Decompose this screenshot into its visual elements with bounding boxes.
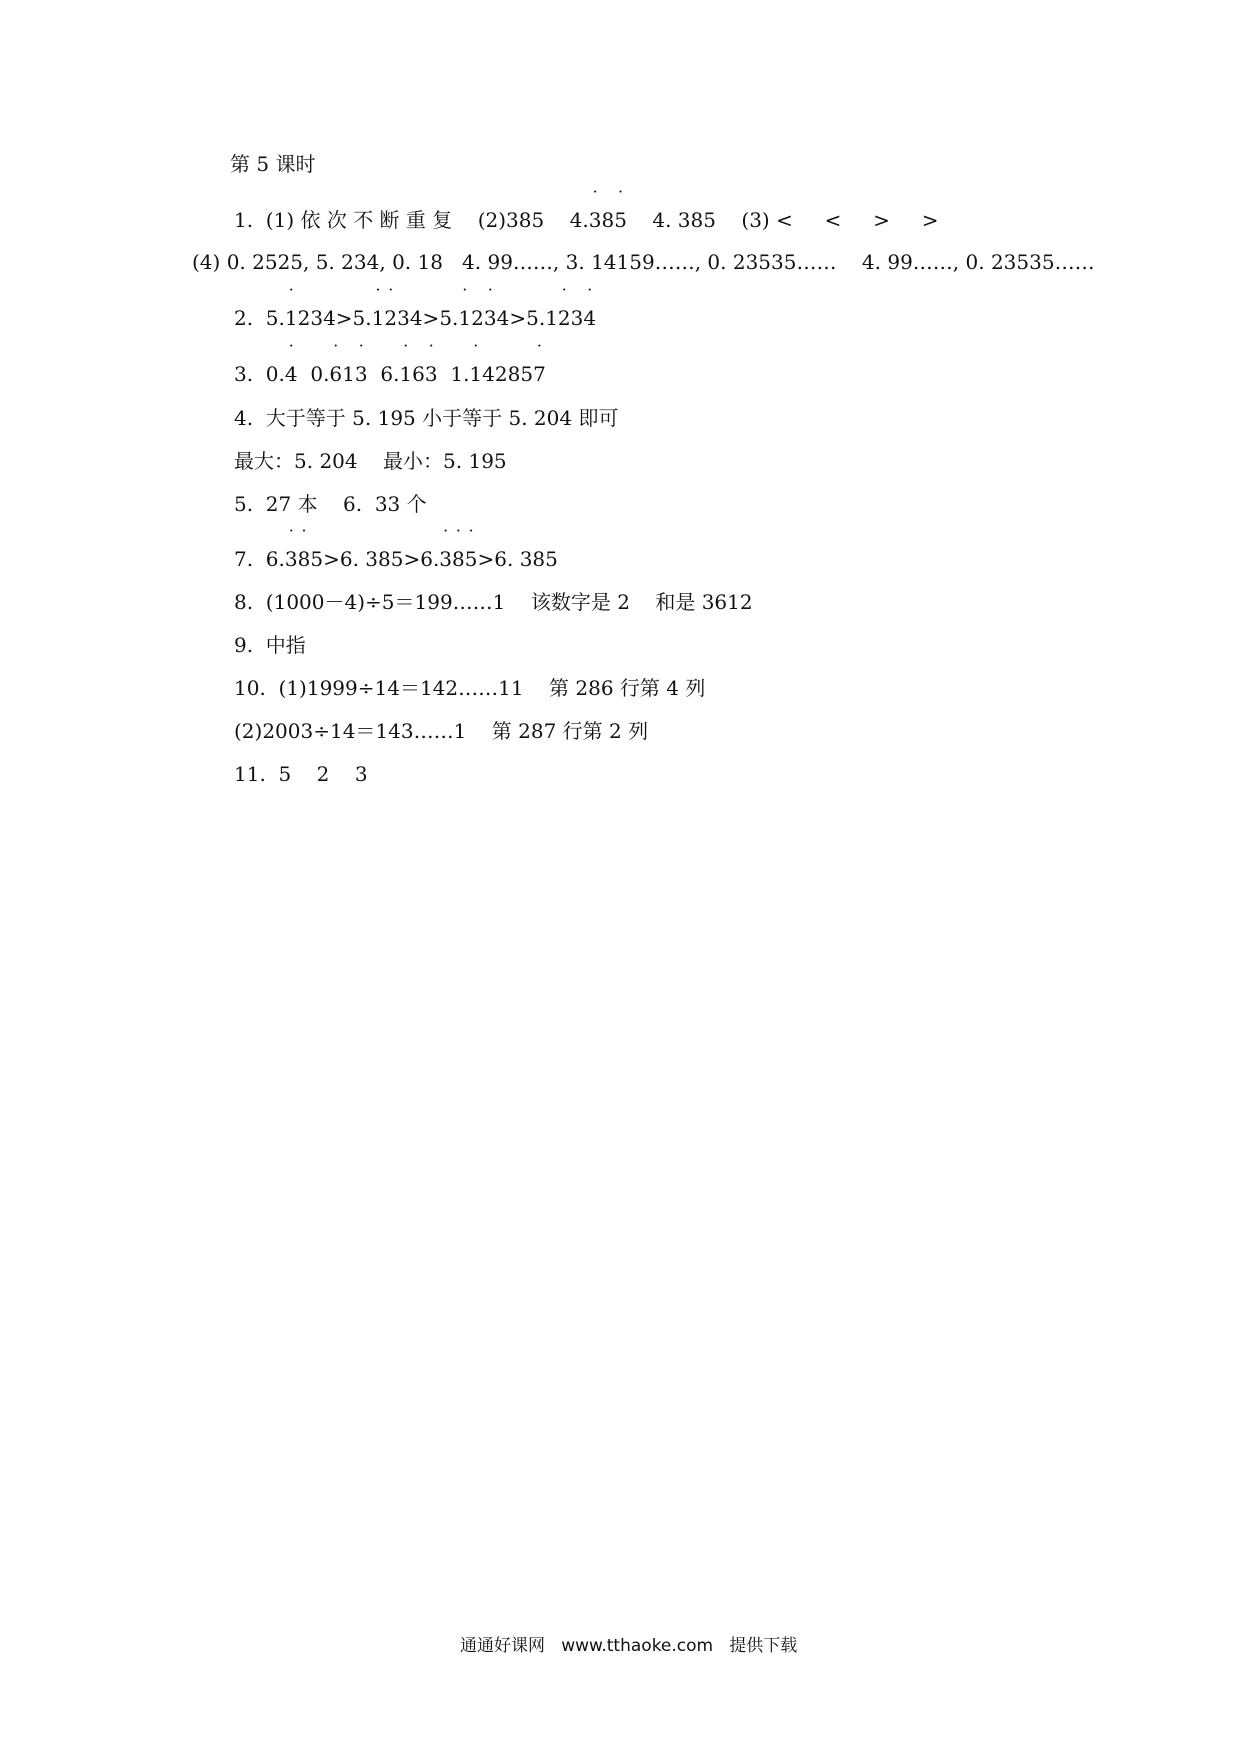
answer-3-g: 1. xyxy=(437,362,470,386)
answer-3-a: 3. 0. xyxy=(234,362,285,386)
answer-2-e: 2 xyxy=(471,306,484,330)
answer-7 xyxy=(234,547,558,571)
answer-5-6: 5. 27 本 6. 33 个 xyxy=(234,492,427,516)
repeat-dot: ˙ 3 xyxy=(439,547,452,571)
answer-4: 4. 大于等于 5. 195 小于等于 5. 204 即可 xyxy=(234,406,619,430)
repeat-dot: ˙ 3 xyxy=(285,547,298,571)
answer-7-a: 7. 6. xyxy=(234,547,285,571)
answer-3 xyxy=(234,362,546,386)
answer-1a-tail: 4. 385 (3) < < > > xyxy=(626,208,939,232)
footer-credit: 通通好课网 www.tthaoke.com 提供下载 xyxy=(460,1636,798,1656)
repeat-dot: ˙ 1 xyxy=(285,306,298,330)
answer-7-b: 5>6. 385>6. xyxy=(310,547,440,571)
answer-2-g: 1 xyxy=(545,306,558,330)
answer-1b: (4) 0. 2525, 5. 234, 0. 18 4. 99……, 3. 14159……, 0. 23535…… 4. 99……, 0. 23535…… xyxy=(192,250,1095,274)
repeat-dot: ˙ 1 xyxy=(372,306,385,330)
answer-3-h: 4285 xyxy=(482,362,534,386)
repeat-dot: ˙ 2 xyxy=(384,306,397,330)
answer-2-b: 234>5. xyxy=(297,306,372,330)
repeat-dot: ˙ 2 xyxy=(558,306,571,330)
repeat-dot: ˙ 1 xyxy=(399,362,412,386)
repeat-dot: ˙ 8 xyxy=(452,547,465,571)
repeat-dot: ˙ 3 xyxy=(484,306,497,330)
repeat-dot: ˙ 3 xyxy=(425,362,438,386)
answer-11: 11. 5 2 3 xyxy=(234,762,368,786)
repeat-dot: ˙ 7 xyxy=(533,362,546,386)
answer-1a xyxy=(234,208,938,232)
lesson-title: 第 5 课时 xyxy=(230,152,316,176)
answer-9: 9. 中指 xyxy=(234,633,306,657)
answer-2-c: 34>5. xyxy=(397,306,459,330)
repeat-dot: ˙ 8 xyxy=(298,547,311,571)
repeat-dot: ˙ 3 xyxy=(355,362,368,386)
repeat-dot: ˙ 4 xyxy=(285,362,298,386)
answer-10a: 10. (1)1999÷14＝142……11 第 286 行第 4 列 xyxy=(234,676,706,700)
repeat-dot: ˙ 6 xyxy=(329,362,342,386)
answer-4-max-min: 最大：5. 204 最小：5. 195 xyxy=(234,449,507,473)
answer-3-f: 6 xyxy=(412,362,425,386)
answer-2-f: 4>5. xyxy=(496,306,546,330)
repeat-dot: ˙ 4 xyxy=(583,306,596,330)
repeat-dot: ˙ 5 xyxy=(465,547,478,571)
answer-10b: (2)2003÷14＝143……1 第 287 行第 2 列 xyxy=(234,719,649,743)
answer-2-a: 2. 5. xyxy=(234,306,285,330)
repeat-dot-end: ˙ 5 xyxy=(614,208,627,232)
answer-2-h: 3 xyxy=(570,306,584,330)
answer-3-c: 1 xyxy=(342,362,355,386)
answer-3-b: 0. xyxy=(297,362,330,386)
answer-2 xyxy=(234,306,596,330)
answer-1a-mid: 8 xyxy=(601,208,615,232)
repeat-dot: ˙ 1 xyxy=(469,362,482,386)
answer-8: 8. (1000－4)÷5＝199……1 该数字是 2 和是 3612 xyxy=(234,590,753,614)
answer-7-c: >6. 385 xyxy=(477,547,558,571)
answer-3-e: 6. xyxy=(367,362,400,386)
answer-1a-text: 1. (1) 依 次 不 断 重 复 (2)385 4. xyxy=(234,208,589,232)
repeat-dot-start: ˙ 3 xyxy=(589,208,602,232)
repeat-dot: ˙ 1 xyxy=(458,306,471,330)
